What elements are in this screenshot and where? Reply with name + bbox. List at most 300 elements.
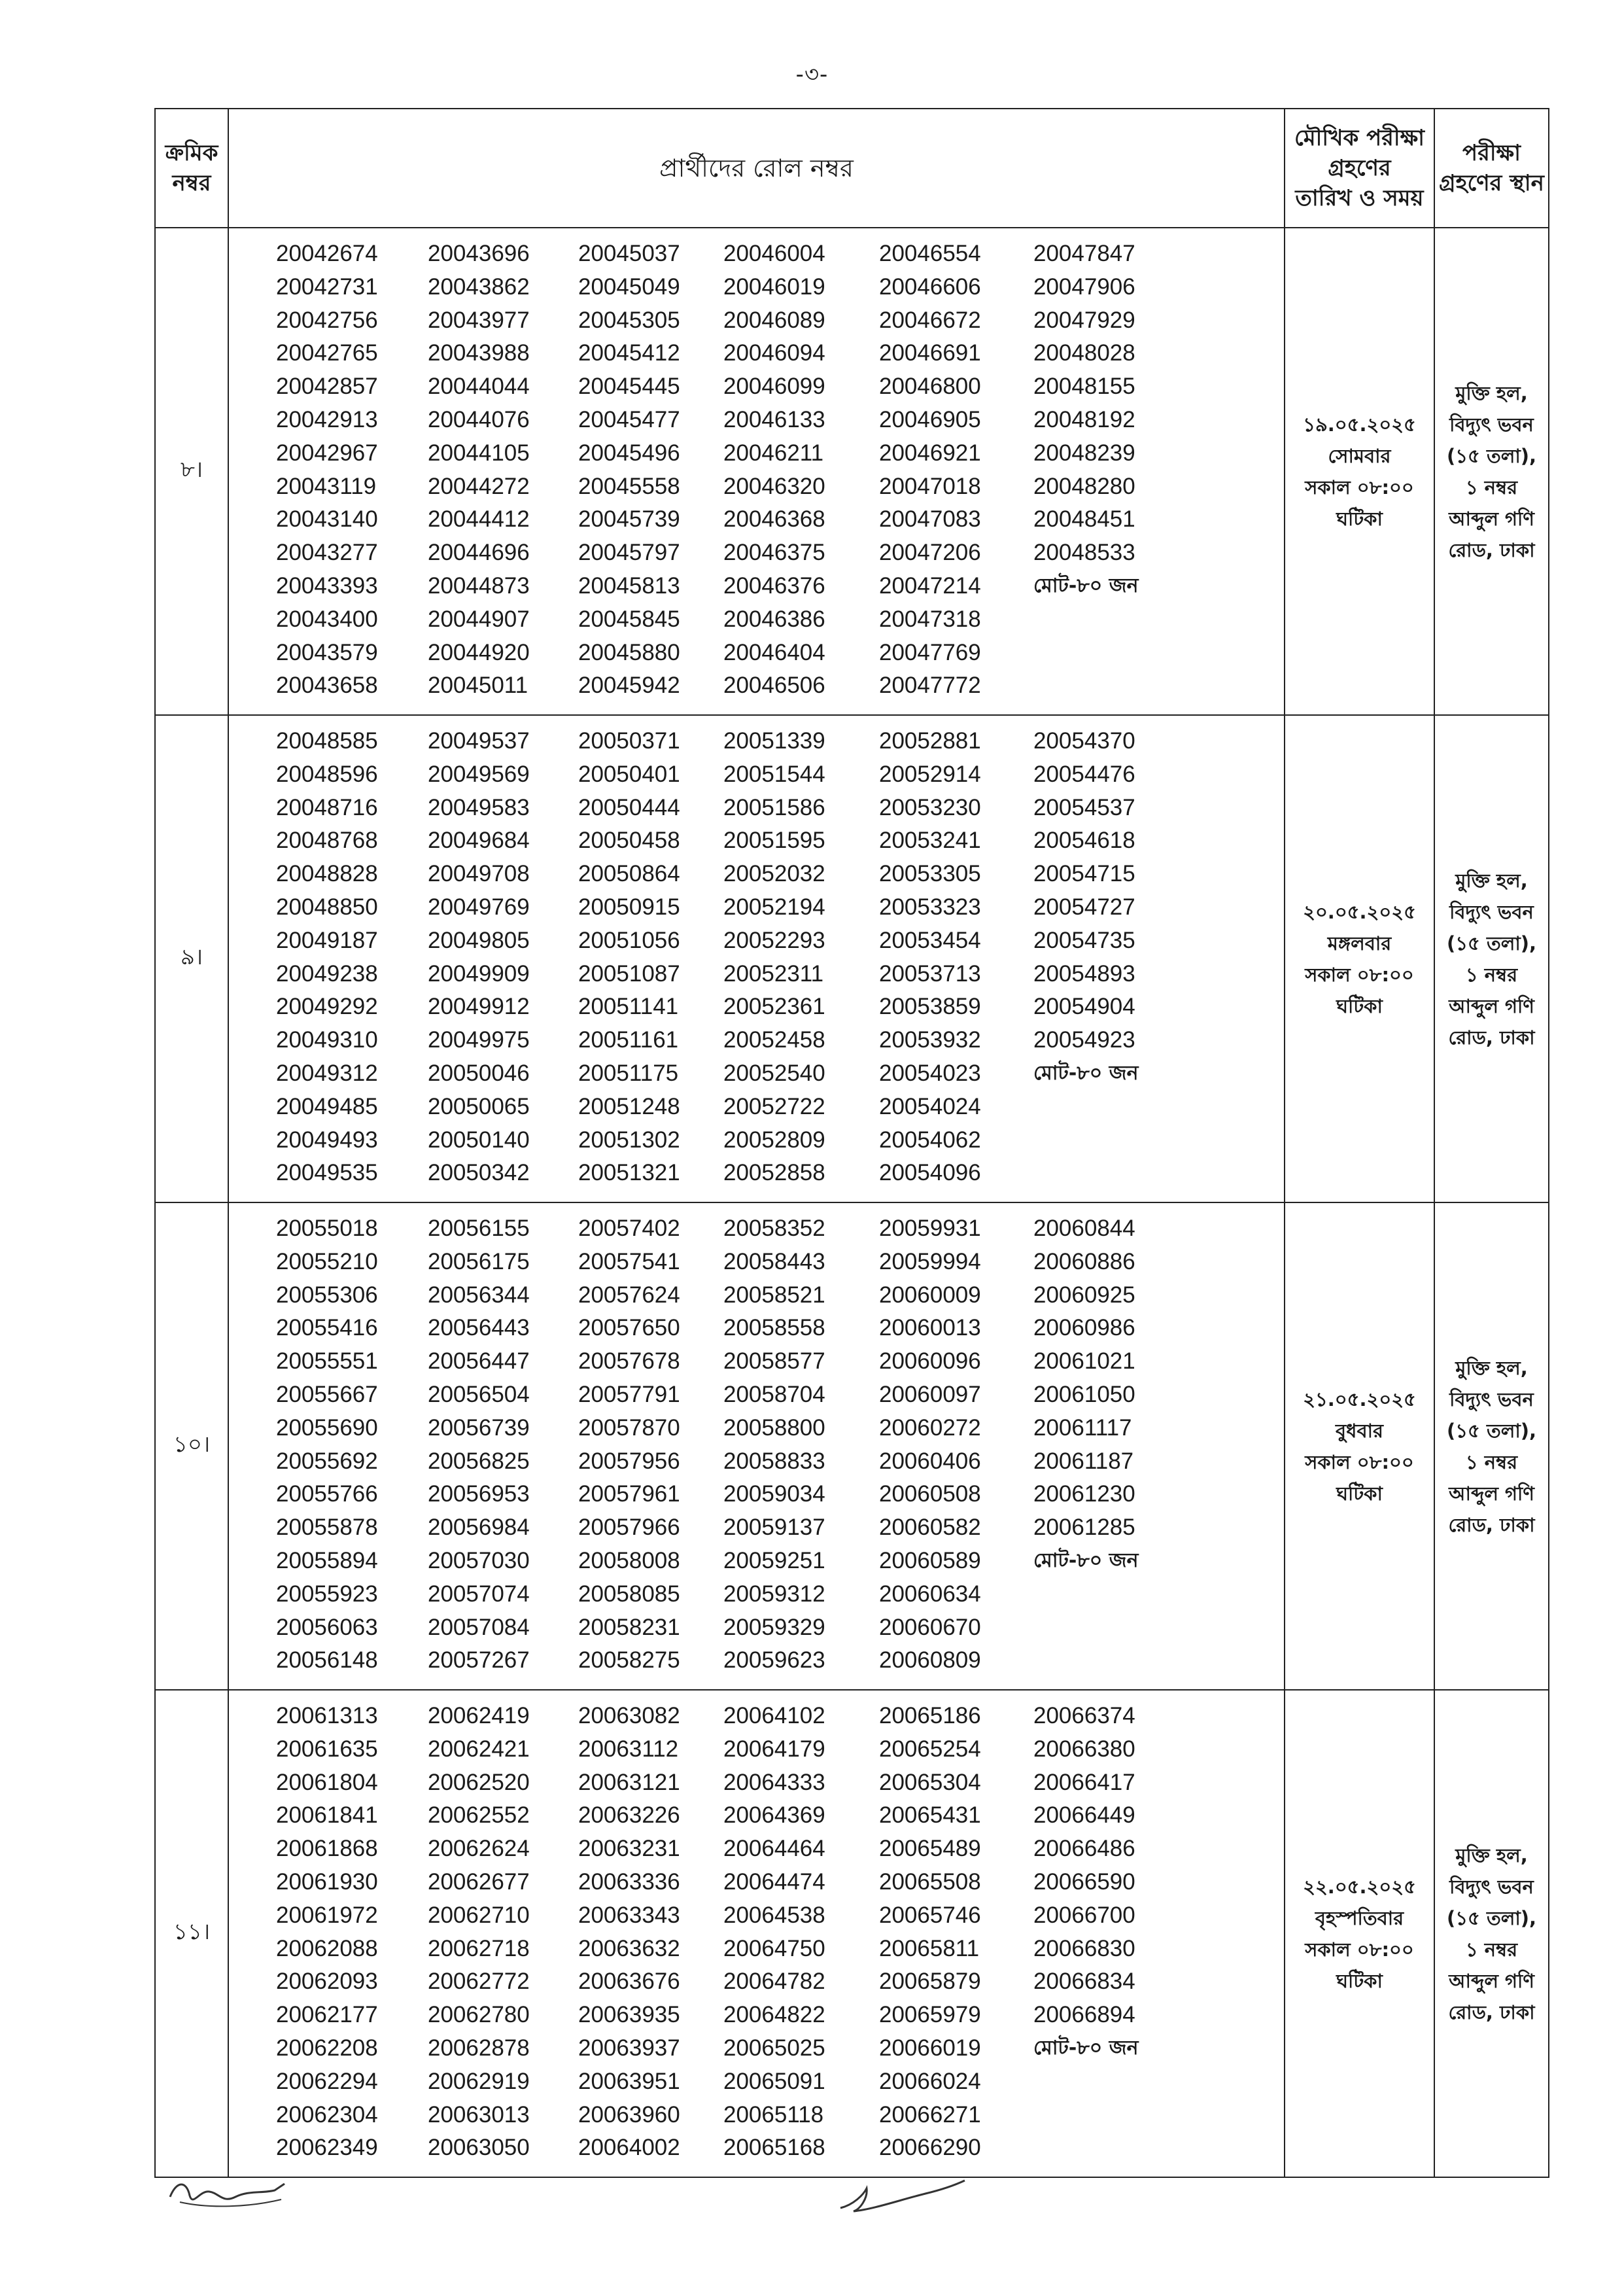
roll-number: 20044272: [428, 473, 530, 499]
roll-number: 20066290: [879, 2135, 981, 2161]
roll-number: 20059623: [723, 1647, 825, 1673]
roll-number: 20060925: [1033, 1282, 1135, 1308]
roll-column: [879, 1212, 1033, 1677]
roll-number: 20060582: [879, 1515, 981, 1541]
roll-number: 20046211: [723, 440, 824, 466]
roll-number: 20049975: [428, 1027, 530, 1053]
roll-number: 20056739: [428, 1414, 530, 1441]
roll-number: 20050342: [428, 1160, 530, 1186]
roll-number: 20043140: [276, 506, 378, 533]
roll-number: 20057956: [578, 1448, 680, 1474]
venue-line: বিদ্যুৎ ভবন: [1449, 1875, 1534, 1898]
roll-number: 20059994: [879, 1248, 981, 1274]
roll-number: 20061804: [276, 1769, 378, 1795]
roll-number: 20060097: [879, 1381, 981, 1407]
roll-number: 20055923: [276, 1581, 378, 1607]
roll-number: 20065879: [879, 1969, 981, 1995]
table-row: [155, 715, 1549, 1202]
roll-number: 20042674: [276, 241, 378, 266]
roll-number: 20063226: [578, 1802, 680, 1829]
exam-datetime: [1285, 1202, 1434, 1690]
roll-number: 20043400: [276, 606, 378, 632]
roll-number: 20063632: [578, 1935, 680, 1961]
roll-number: 20053305: [879, 861, 981, 887]
roll-number: 20060096: [879, 1348, 981, 1375]
roll-number: 20057650: [578, 1315, 680, 1341]
roll-number: 20057678: [578, 1348, 680, 1375]
exam-date: ২০.০৫.২০২৫: [1303, 900, 1416, 923]
roll-number: 20063050: [428, 2135, 530, 2161]
venue-line: আব্দুল গণি: [1449, 507, 1534, 530]
roll-number: 20055667: [276, 1381, 378, 1407]
exam-venue: [1434, 1202, 1549, 1690]
roll-number: 20049909: [428, 960, 530, 987]
roll-number: 20047206: [879, 540, 981, 566]
roll-number: 20056155: [428, 1216, 530, 1241]
roll-number: 20049187: [276, 927, 378, 953]
roll-number: 20059312: [723, 1581, 825, 1607]
roll-number: 20057030: [428, 1547, 530, 1573]
roll-number: 20065025: [723, 2035, 825, 2061]
roll-number: 20063121: [578, 1769, 680, 1795]
roll-number: 20042731: [276, 273, 378, 300]
roll-number: 20048768: [276, 828, 378, 854]
roll-number: 20050864: [578, 861, 680, 887]
roll-number: 20045496: [578, 440, 680, 466]
roll-number: 20056344: [428, 1282, 530, 1308]
roll-number: 20061868: [276, 1836, 378, 1862]
roll-number: 20043988: [428, 340, 530, 366]
roll-number: 20058800: [723, 1414, 825, 1441]
exam-time-suffix: ঘটিকা: [1336, 1482, 1383, 1505]
roll-column: [428, 237, 578, 703]
venue-line: আব্দুল গণি: [1449, 1482, 1534, 1505]
roll-number: 20049912: [428, 994, 530, 1020]
roll-number: 20062421: [428, 1736, 530, 1762]
roll-number: 20053230: [879, 794, 981, 820]
roll-number: 20046691: [879, 340, 981, 366]
roll-number: 20057624: [578, 1282, 680, 1308]
roll-column: [879, 725, 1033, 1190]
roll-number: 20049537: [428, 728, 530, 754]
roll-column: [1033, 237, 1177, 703]
exam-day: সোমবার: [1328, 444, 1391, 467]
exam-time-suffix: ঘটিকা: [1336, 994, 1383, 1017]
roll-number: 20060272: [879, 1414, 981, 1441]
roll-number: 20046320: [723, 473, 825, 499]
exam-venue: [1434, 715, 1549, 1202]
roll-number: 20061972: [276, 1902, 378, 1928]
roll-number: 20045305: [578, 307, 680, 333]
roll-column: [428, 1212, 578, 1677]
roll-number: 20052914: [879, 761, 981, 787]
venue-line: রোড, ঢাকা: [1448, 2001, 1535, 2023]
roll-number: 20066449: [1033, 1802, 1135, 1829]
roll-number: 20058231: [578, 1614, 680, 1640]
roll-number: 20061050: [1033, 1381, 1135, 1407]
roll-number: 20048451: [1033, 506, 1135, 533]
roll-number: 20060013: [879, 1315, 981, 1341]
roll-number: 20058443: [723, 1248, 825, 1274]
roll-number: 20051595: [723, 828, 825, 854]
roll-number: 20049583: [428, 794, 530, 820]
roll-number: 20054370: [1033, 728, 1135, 754]
exam-date: ২১.০৫.২০২৫: [1303, 1388, 1416, 1410]
roll-number: 20060406: [879, 1448, 981, 1474]
roll-number: 20049485: [276, 1093, 378, 1119]
roll-number: 20050401: [578, 761, 680, 787]
exam-venue: [1434, 1690, 1549, 2177]
exam-date: ১৯.০৫.২০২৫: [1303, 413, 1416, 436]
roll-number: 20047083: [879, 506, 981, 533]
roll-number: 20061930: [276, 1868, 378, 1895]
exam-datetime: [1285, 1690, 1434, 2177]
roll-column: [723, 237, 879, 703]
roll-number: 20046606: [879, 273, 981, 300]
roll-column: [578, 1700, 723, 2165]
exam-day: বৃহস্পতিবার: [1315, 1906, 1404, 1929]
roll-number: 20063336: [578, 1868, 680, 1895]
roll-number: 20048533: [1033, 540, 1135, 566]
roll-number: 20054904: [1033, 994, 1135, 1020]
roll-column: [428, 1700, 578, 2165]
header-roll-numbers: প্রার্থীদের রোল নম্বর: [228, 109, 1285, 228]
exam-datetime: [1285, 715, 1434, 1202]
roll-number: 20044873: [428, 572, 530, 599]
header-venue: পরীক্ষা গ্রহণের স্থান: [1434, 109, 1549, 228]
roll-number: 20044105: [428, 440, 530, 466]
roll-number: 20057267: [428, 1647, 530, 1673]
roll-number: 20043277: [276, 540, 378, 566]
roll-number: 20052311: [723, 960, 824, 987]
roll-number: 20062624: [428, 1836, 530, 1862]
roll-number: 20051339: [723, 728, 825, 754]
venue-line: মুক্তি হল,: [1455, 1356, 1528, 1379]
roll-number: 20045011: [428, 673, 528, 699]
roll-number: 20061841: [276, 1802, 378, 1829]
roll-number: 20065186: [879, 1703, 981, 1728]
roll-number: 20058704: [723, 1381, 825, 1407]
roll-number: 20048028: [1033, 340, 1135, 366]
venue-line: বিদ্যুৎ ভবন: [1449, 413, 1534, 436]
roll-number: 20056825: [428, 1448, 530, 1474]
roll-number: 20066486: [1033, 1836, 1135, 1862]
roll-number: 20052293: [723, 927, 825, 953]
roll-number: 20065168: [723, 2135, 825, 2161]
roll-number: 20044076: [428, 406, 530, 432]
roll-number: 20045558: [578, 473, 680, 499]
roll-number: 20043862: [428, 273, 530, 300]
exam-venue: [1434, 228, 1549, 715]
roll-number: 20066834: [1033, 1969, 1135, 1995]
roll-column: [276, 1700, 428, 2165]
roll-number: 20045845: [578, 606, 680, 632]
exam-time: সকাল ০৮:০০: [1305, 476, 1414, 499]
roll-number: 20042756: [276, 307, 378, 333]
roll-number: 20048585: [276, 728, 378, 754]
roll-number: 20060634: [879, 1581, 981, 1607]
roll-number: 20048596: [276, 761, 378, 787]
roll-number: 20056443: [428, 1315, 530, 1341]
roll-number: 20051544: [723, 761, 825, 787]
roll-number: 20044696: [428, 540, 530, 566]
roll-number: 20055878: [276, 1515, 378, 1541]
roll-number: 20064538: [723, 1902, 825, 1928]
roll-number: 20058085: [578, 1581, 680, 1607]
roll-number: 20062093: [276, 1969, 378, 1995]
roll-column: [723, 1212, 879, 1677]
roll-numbers-cell: [228, 228, 1285, 715]
roll-number: 20043119: [276, 473, 377, 499]
roll-column: [723, 725, 879, 1190]
roll-number: 20046905: [879, 406, 981, 432]
roll-number: 20057870: [578, 1414, 680, 1441]
roll-number: 20055692: [276, 1448, 378, 1474]
roll-number: 20064179: [723, 1736, 825, 1762]
roll-number: 20061117: [1033, 1414, 1132, 1441]
roll-numbers-cell: [228, 1690, 1285, 2177]
venue-line: (১৫ তলা),: [1446, 1906, 1537, 1929]
roll-number: 20050140: [428, 1127, 530, 1153]
roll-number: 20062677: [428, 1868, 530, 1895]
roll-number: 20045445: [578, 374, 680, 400]
roll-number: 20044920: [428, 639, 530, 665]
roll-number: 20066380: [1033, 1736, 1135, 1762]
total-count: মোট-৮০ জন: [1033, 2036, 1139, 2059]
exam-time: সকাল ০৮:০০: [1305, 1450, 1414, 1473]
roll-number: 20064782: [723, 1969, 825, 1995]
roll-number: 20049493: [276, 1127, 378, 1153]
roll-number: 20042913: [276, 406, 378, 432]
roll-number: 20044412: [428, 506, 530, 533]
roll-number: 20063937: [578, 2035, 680, 2061]
total-count: মোট-৮০ জন: [1033, 1549, 1139, 1572]
roll-number: 20058352: [723, 1216, 825, 1241]
venue-line: (১৫ তলা),: [1446, 444, 1537, 467]
exam-time: সকাল ০৮:০০: [1305, 963, 1414, 986]
roll-number: 20055018: [276, 1216, 378, 1241]
total-count: মোট-৮০ জন: [1033, 1061, 1139, 1085]
roll-number: 20045739: [578, 506, 680, 533]
roll-number: 20050371: [578, 728, 680, 754]
roll-number: 20054537: [1033, 794, 1135, 820]
total-count: মোট-৮০ জন: [1033, 574, 1139, 597]
roll-number: 20064474: [723, 1868, 825, 1895]
roll-number: 20060670: [879, 1614, 981, 1640]
roll-number: 20053713: [879, 960, 981, 987]
venue-line: রোড, ঢাকা: [1448, 1026, 1535, 1049]
roll-number: 20046019: [723, 273, 825, 300]
roll-number: 20065508: [879, 1868, 981, 1895]
roll-number: 20047772: [879, 673, 981, 699]
roll-number: 20045813: [578, 572, 680, 599]
roll-number: 20054893: [1033, 960, 1135, 987]
roll-number: 20043696: [428, 241, 530, 266]
roll-number: 20048828: [276, 861, 378, 887]
roll-number: 20066271: [879, 2101, 981, 2128]
roll-number: 20059251: [723, 1547, 825, 1573]
roll-number: 20063013: [428, 2101, 530, 2128]
roll-number: 20055416: [276, 1315, 378, 1341]
roll-number: 20050458: [578, 828, 680, 854]
roll-number: 20051586: [723, 794, 825, 820]
roll-number: 20052458: [723, 1027, 825, 1053]
roll-number: 20066019: [879, 2035, 981, 2061]
roll-number: 20043393: [276, 572, 378, 599]
roll-number: 20051087: [578, 960, 680, 987]
roll-number: 20046386: [723, 606, 825, 632]
roll-number: 20063112: [578, 1736, 679, 1762]
roll-number: 20049312: [276, 1060, 378, 1086]
roll-number: 20050065: [428, 1093, 530, 1119]
roll-number: 20055894: [276, 1547, 378, 1573]
roll-number: 20052858: [723, 1160, 825, 1186]
roll-number: 20045477: [578, 406, 680, 432]
roll-number: 20055306: [276, 1282, 378, 1308]
roll-number: 20044907: [428, 606, 530, 632]
roll-number: 20046133: [723, 406, 825, 432]
roll-number: 20046004: [723, 241, 825, 266]
roll-number: 20063935: [578, 2002, 680, 2028]
roll-number: 20063231: [578, 1836, 680, 1862]
roll-number: 20054923: [1033, 1027, 1135, 1053]
roll-number: 20053323: [879, 894, 981, 920]
roll-number: 20055766: [276, 1481, 378, 1507]
roll-number: 20056148: [276, 1647, 378, 1673]
roll-number: 20052194: [723, 894, 825, 920]
roll-number: 20064464: [723, 1836, 825, 1862]
roll-number: 20057791: [578, 1381, 680, 1407]
roll-numbers-cell: [228, 1202, 1285, 1690]
roll-number: 20054096: [879, 1160, 981, 1186]
roll-number: 20057074: [428, 1581, 530, 1607]
roll-number: 20066830: [1033, 1935, 1135, 1961]
roll-number: 20062208: [276, 2035, 378, 2061]
roll-number: 20064822: [723, 2002, 825, 2028]
roll-number: 20058833: [723, 1448, 825, 1474]
roll-number: 20049684: [428, 828, 530, 854]
roll-number: 20052881: [879, 728, 981, 754]
roll-number: 20062088: [276, 1935, 378, 1961]
roll-number: 20062520: [428, 1769, 530, 1795]
roll-number: 20065979: [879, 2002, 981, 2028]
roll-number: 20060844: [1033, 1216, 1135, 1241]
roll-grid: [276, 1700, 1284, 2165]
venue-line: ১ নম্বর: [1465, 963, 1518, 986]
roll-number: 20057402: [578, 1216, 680, 1241]
roll-number: 20047769: [879, 639, 981, 665]
roll-number: 20063676: [578, 1969, 680, 1995]
serial-number: ৯।: [155, 715, 228, 1202]
signature-icon: [164, 2171, 294, 2216]
roll-number: 20056063: [276, 1614, 378, 1640]
roll-number: 20048716: [276, 794, 378, 820]
roll-column: [578, 725, 723, 1190]
roll-number: 20051248: [578, 1093, 680, 1119]
roll-number: 20043579: [276, 639, 378, 665]
roll-number: 20053859: [879, 994, 981, 1020]
roll-number: 20063951: [578, 2068, 680, 2094]
roll-number: 20050444: [578, 794, 680, 820]
venue-line: মুক্তি হল,: [1455, 869, 1528, 892]
roll-number: 20065431: [879, 1802, 981, 1829]
roll-number: 20048155: [1033, 374, 1135, 400]
roll-number: 20047318: [879, 606, 981, 632]
roll-number: 20047929: [1033, 307, 1135, 333]
roll-number: 20054024: [879, 1093, 981, 1119]
roll-column: [1033, 725, 1177, 1190]
roll-number: 20050046: [428, 1060, 530, 1086]
roll-number: 20045880: [578, 639, 680, 665]
roll-number: 20062780: [428, 2002, 530, 2028]
roll-number: 20063960: [578, 2101, 680, 2128]
venue-line: রোড, ঢাকা: [1448, 538, 1535, 561]
roll-number: 20048239: [1033, 440, 1135, 466]
roll-number: 20064002: [578, 2135, 680, 2161]
roll-number: 20062718: [428, 1935, 530, 1961]
initial-mark-icon: [827, 2169, 971, 2221]
serial-number: ৮।: [155, 228, 228, 715]
roll-column: [879, 237, 1033, 703]
roll-number: 20054727: [1033, 894, 1135, 920]
roll-number: 20046672: [879, 307, 981, 333]
roll-number: 20062772: [428, 1969, 530, 1995]
roll-number: 20061313: [276, 1703, 378, 1728]
roll-number: 20058275: [578, 1647, 680, 1673]
roll-number: 20054476: [1033, 761, 1135, 787]
roll-number: 20057966: [578, 1515, 680, 1541]
roll-number: 20064750: [723, 1935, 825, 1961]
roll-number: 20049310: [276, 1027, 378, 1053]
roll-column: [723, 1700, 879, 2165]
table-row: [155, 1690, 1549, 2177]
roll-number: 20050915: [578, 894, 680, 920]
venue-line: আব্দুল গণি: [1449, 1969, 1534, 1992]
roll-number: 20051321: [578, 1160, 680, 1186]
roll-number: 20065304: [879, 1769, 981, 1795]
table-row: [155, 1202, 1549, 1690]
roll-number: 20060508: [879, 1481, 981, 1507]
venue-line: বিদ্যুৎ ভবন: [1449, 900, 1534, 923]
roll-number: 20057961: [578, 1481, 680, 1507]
roll-number: 20046800: [879, 374, 981, 400]
roll-number: 20047214: [879, 572, 981, 599]
roll-number-table: [154, 108, 1549, 2178]
roll-number: 20047018: [879, 473, 981, 499]
roll-number: 20051175: [578, 1060, 679, 1086]
roll-number: 20058558: [723, 1315, 825, 1341]
roll-number: 20052540: [723, 1060, 825, 1086]
roll-number: 20061187: [1033, 1448, 1134, 1474]
roll-number: 20062710: [428, 1902, 530, 1928]
roll-grid: [276, 1212, 1284, 1677]
venue-line: মুক্তি হল,: [1455, 381, 1528, 404]
roll-column: [879, 1700, 1033, 2165]
roll-number: 20066024: [879, 2068, 981, 2094]
header-exam-datetime: মৌখিক পরীক্ষা গ্রহণের তারিখ ও সময়: [1285, 109, 1434, 228]
roll-number: 20065489: [879, 1836, 981, 1862]
roll-column: [276, 725, 428, 1190]
roll-number: 20058008: [578, 1547, 680, 1573]
roll-number: 20046376: [723, 572, 825, 599]
roll-number: 20054735: [1033, 927, 1135, 953]
table-header-row: [155, 109, 1549, 228]
roll-number: 20049708: [428, 861, 530, 887]
exam-day: বুধবার: [1336, 1419, 1383, 1442]
roll-number: 20059034: [723, 1481, 825, 1507]
roll-number: 20066894: [1033, 2002, 1135, 2028]
roll-number: 20053932: [879, 1027, 981, 1053]
